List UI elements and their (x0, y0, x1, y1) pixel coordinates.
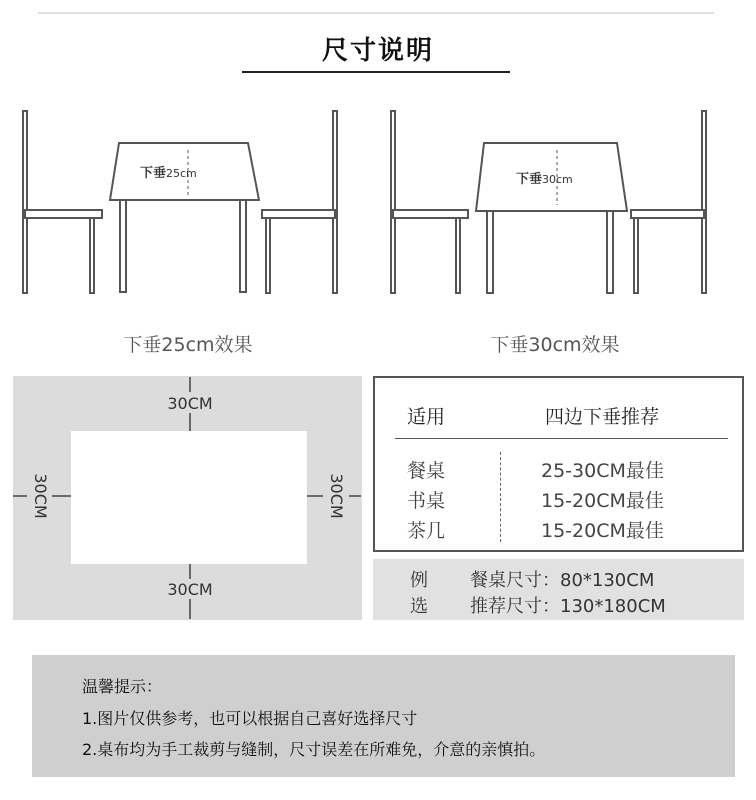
table-row-item: 书桌 (407, 490, 446, 512)
drop-label-25: 下垂25cm (140, 166, 197, 181)
table-row-value: 15-20CM最佳 (541, 520, 664, 542)
tip-item: 1.图片仅供参考，也可以根据自己喜好选择尺寸 (82, 709, 418, 728)
table-row-item: 茶几 (407, 520, 446, 542)
example-table-size: 餐桌尺寸：80*130CM (470, 570, 655, 591)
example-label-2: 选 (410, 596, 428, 617)
tip-item: 2.桌布均为手工裁剪与缝制，尺寸误差在所难免，介意的亲慎拍。 (82, 740, 546, 759)
page-title: 尺寸说明 (321, 36, 434, 66)
example-label-1: 例 (410, 570, 428, 591)
table-column-divider (500, 452, 501, 542)
caption-30: 下垂30cm效果 (490, 334, 620, 356)
table-row-value: 25-30CM最佳 (541, 460, 664, 482)
tips-heading: 温馨提示： (82, 677, 163, 696)
caption-25: 下垂25cm效果 (123, 334, 253, 356)
table-header-usage: 适用 (407, 406, 446, 428)
table-row-item: 餐桌 (407, 460, 446, 482)
dim-right: 30CM (327, 473, 346, 519)
example-recommended-size: 推荐尺寸：130*180CM (470, 596, 666, 617)
dim-bottom: 30CM (167, 580, 213, 599)
table-header-drop: 四边下垂推荐 (545, 406, 660, 428)
dim-top: 30CM (167, 394, 213, 413)
dim-left: 30CM (31, 473, 50, 519)
table-header-divider (395, 438, 728, 439)
drop-label-30: 下垂30cm (516, 172, 573, 187)
table-row-value: 15-20CM最佳 (541, 490, 664, 512)
